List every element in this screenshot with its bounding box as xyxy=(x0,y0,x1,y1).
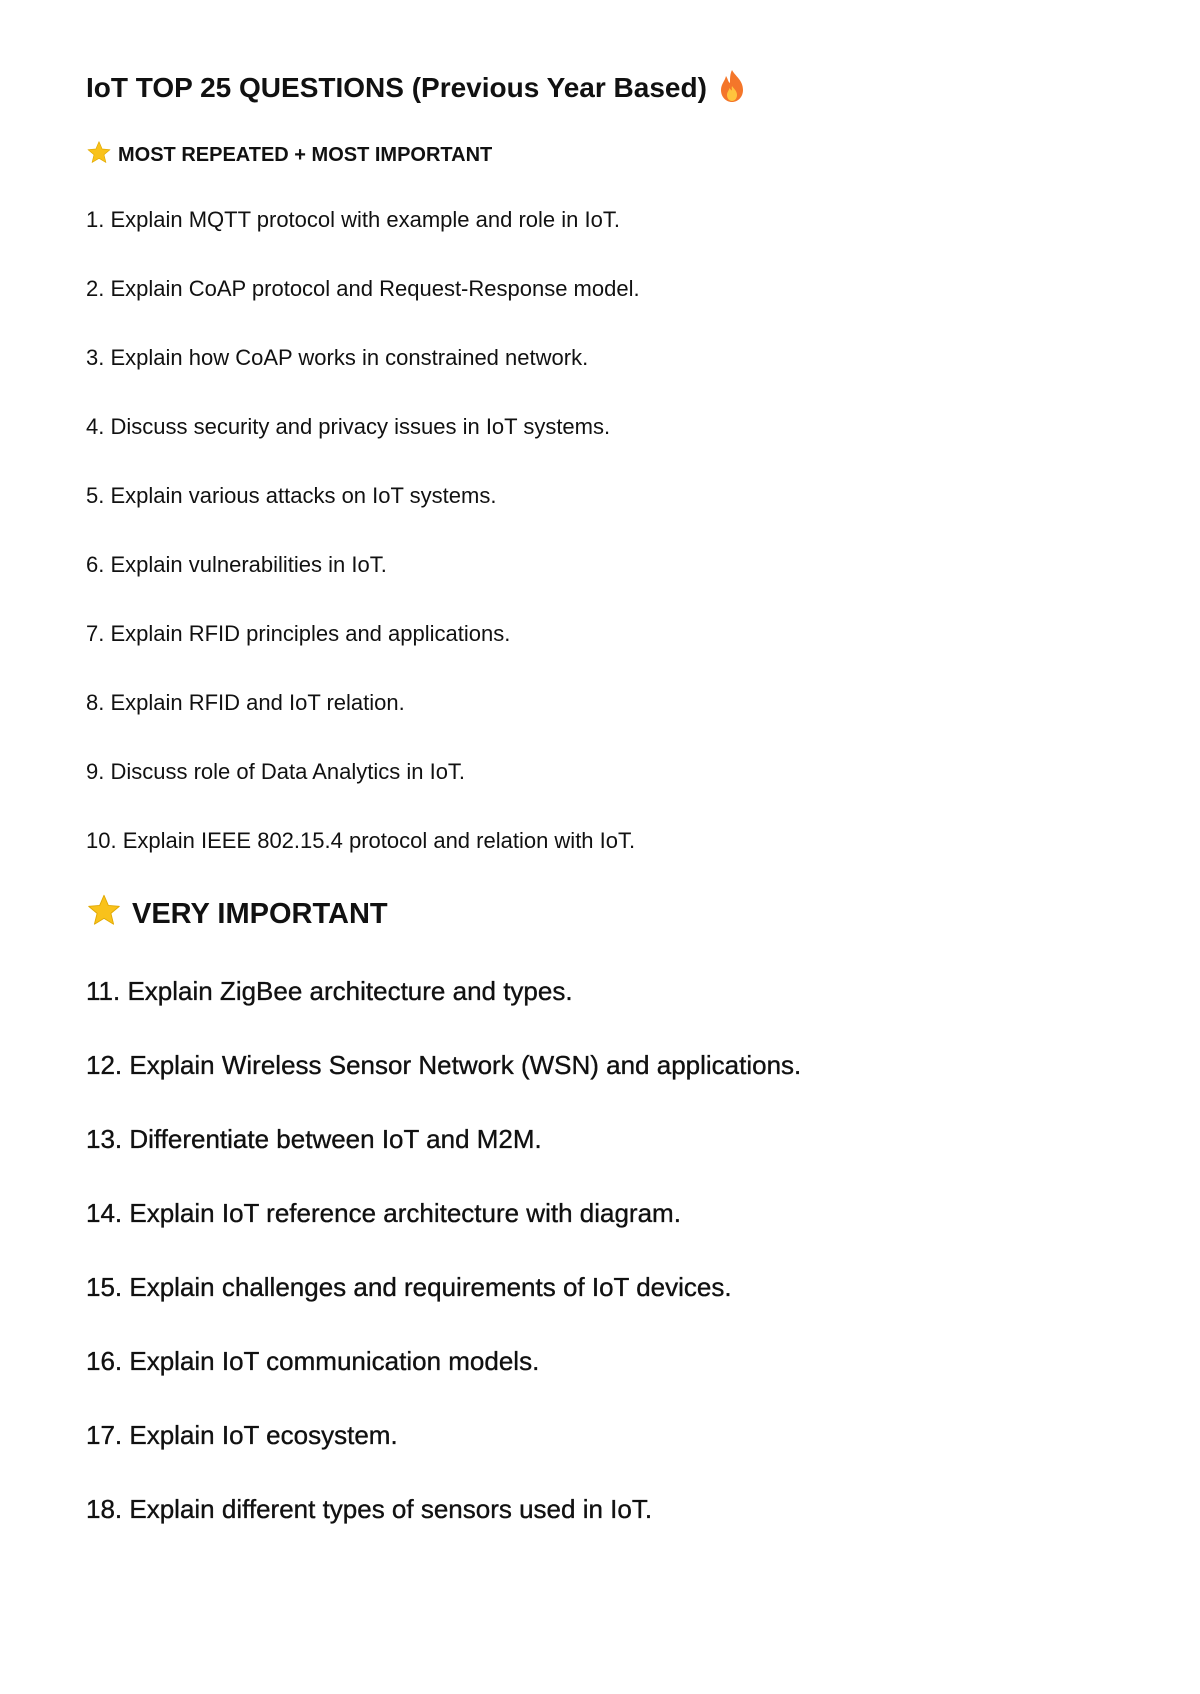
question-item: 15. Explain challenges and requirements of IoT devices. xyxy=(86,1272,732,1302)
section-heading-text: VERY IMPORTANT xyxy=(132,898,388,930)
question-item: 8. Explain RFID and IoT relation. xyxy=(86,690,405,715)
question-item: 16. Explain IoT communication models. xyxy=(86,1346,540,1376)
question-item: 7. Explain RFID principles and applications. xyxy=(86,621,511,646)
question-item: 1. Explain MQTT protocol with example and role in IoT. xyxy=(86,207,620,232)
question-item: 6. Explain vulnerabilities in IoT. xyxy=(86,552,387,577)
question-item: 12. Explain Wireless Sensor Network (WSN) and applications. xyxy=(86,1050,802,1080)
question-item: 3. Explain how CoAP works in constrained network. xyxy=(86,345,589,370)
question-item: 18. Explain different types of sensors used in IoT. xyxy=(86,1494,653,1524)
question-item: 5. Explain various attacks on IoT systems. xyxy=(86,483,497,508)
fire-icon xyxy=(717,69,747,103)
document-title xyxy=(86,68,747,108)
question-item: 10. Explain IEEE 802.15.4 protocol and relation with IoT. xyxy=(86,828,636,853)
question-item: 17. Explain IoT ecosystem. xyxy=(86,1420,398,1450)
star-icon xyxy=(86,140,112,166)
star-icon xyxy=(86,893,122,929)
question-item: 11. Explain ZigBee architecture and types. xyxy=(86,976,573,1006)
question-item: 9. Discuss role of Data Analytics in IoT. xyxy=(86,759,466,784)
question-item: 2. Explain CoAP protocol and Request-Response model. xyxy=(86,276,640,301)
question-item: 14. Explain IoT reference architecture with diagram. xyxy=(86,1198,681,1228)
question-item: 13. Differentiate between IoT and M2M. xyxy=(86,1124,542,1154)
section-heading-text: MOST REPEATED + MOST IMPORTANT xyxy=(118,144,493,166)
most-important-question-list xyxy=(86,205,640,895)
section-very-important-heading xyxy=(86,893,388,934)
section-most-important-heading xyxy=(86,140,492,169)
title-text: IoT TOP 25 QUESTIONS (Previous Year Based) xyxy=(86,72,707,103)
very-important-question-list xyxy=(86,973,801,1565)
question-item: 4. Discuss security and privacy issues in IoT systems. xyxy=(86,414,611,439)
